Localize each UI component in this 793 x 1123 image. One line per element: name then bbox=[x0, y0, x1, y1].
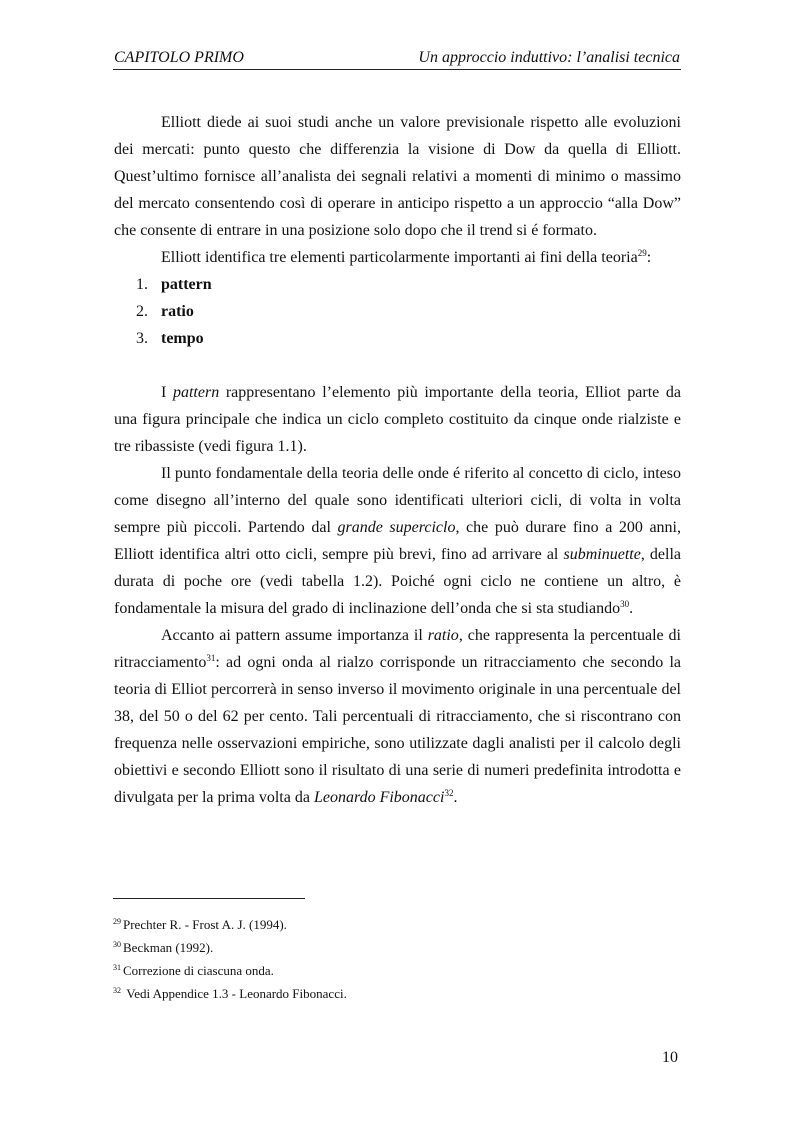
footnote: $^{32}$ Vedi Appendice 1.3 - Leonardo Fibonacci. bbox=[113, 986, 347, 1001]
section-title: Un approccio induttivo: l’analisi tecnica bbox=[418, 49, 680, 66]
footnote-divider bbox=[113, 898, 305, 899]
paragraph: Elliott diede ai suoi studi anche un valore previsionale rispetto alle evoluzioni dei mercati: punto questo che differenzia la visione di Dow da quella di Elliott. Quest’ultimo fornisce all’analista dei segnali relativi a momenti di minimo o massimo del mercato consentendo così di operare in anticipo rispetto a un approccio “alla Dow” che consente di entrare in una posizione solo dopo che il trend si é formato. bbox=[114, 114, 681, 239]
paragraph: Elliott identifica tre elementi particolarmente importanti ai fini della teoria$^{29}$: bbox=[161, 248, 652, 266]
chapter-label: CAPITOLO PRIMO bbox=[114, 49, 244, 66]
header-divider bbox=[113, 69, 681, 70]
footnote-ref: 30 bbox=[620, 599, 630, 609]
list-item: 2. ratio bbox=[136, 303, 194, 320]
body-text bbox=[114, 109, 681, 811]
list-item: 1. pattern bbox=[136, 276, 212, 293]
footnote-ref: 29 bbox=[637, 248, 647, 258]
paragraph: Il punto fondamentale della teoria delle onde é riferito al concetto di ciclo, inteso come disegno all’interno del quale sono identificati ulteriori cicli, di volta in volta sempre più piccoli. Partendo dal grande superciclo, che può durare fino a 200 anni, Elliott identifica altri otto cicli, sempre più brevi, fino ad arrivare al subminuette, della durata di poche ore (vedi tabella 1.2). Poiché ogni ciclo ne contiene un altro, è fondamentale la misura del grado di inclinazione dell’onda che si sta studiando$^{30}$. bbox=[114, 465, 682, 617]
footnote: $^{29}$ Prechter R. - Frost A. J. (1994). bbox=[113, 917, 287, 932]
running-header bbox=[113, 47, 680, 69]
footnote: $^{30}$ Beckman (1992). bbox=[113, 940, 214, 955]
paragraph: Accanto ai pattern assume importanza il ratio, che rappresenta la percentuale di ritracciamento$^{31}$: ad ogni onda al rialzo corrisponde un ritracciamento che secondo la teoria di Elliot percorrerà in senso inverso il movimento originale in una percentuale del 38, del 50 o del 62 per cento. Tali percentuali di ritracciamento, che si riscontrano con frequenza nelle osservazioni empiriche, sono utilizzate dagli analisti per il calcolo degli obiettivi e secondo Elliott sono il risultato di una serie di numeri predefinita introdotta e divulgata per la prima volta da Leonardo Fibonacci$^{32}$. bbox=[114, 627, 682, 806]
paragraph: I pattern rappresentano l’elemento più importante della teoria, Elliot parte da una figura principale che indica un ciclo completo costituito da cinque onde rialziste e tre ribassiste (vedi figura 1.1). bbox=[114, 384, 681, 455]
list-item: 3. tempo bbox=[136, 330, 204, 347]
page-number: 10 bbox=[662, 1049, 678, 1066]
footnote-ref: 31 bbox=[206, 653, 216, 663]
footnote-ref: 32 bbox=[444, 788, 454, 798]
footnotes bbox=[113, 913, 347, 1005]
elements-list bbox=[114, 271, 681, 352]
footnote: $^{31}$ Correzione di ciascuna onda. bbox=[113, 963, 274, 978]
